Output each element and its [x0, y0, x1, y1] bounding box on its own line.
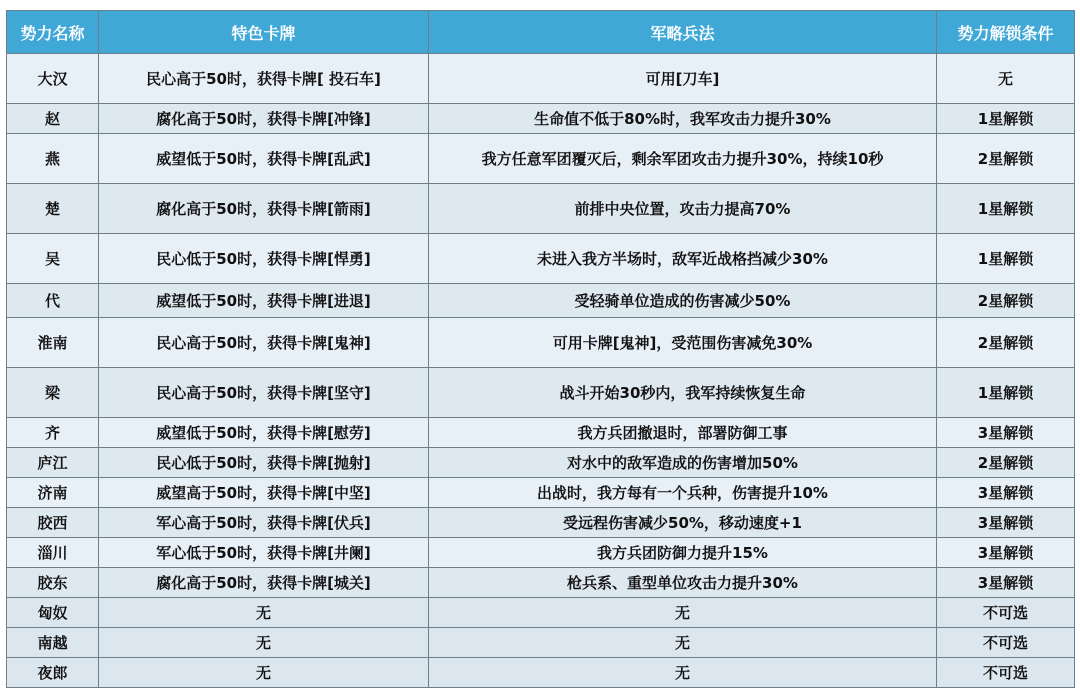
- table-row: [7, 418, 1075, 448]
- unlock-condition-cell: 3星解锁: [937, 508, 1075, 538]
- faction-name-cell: 赵: [7, 104, 99, 134]
- unlock-condition-cell: 2星解锁: [937, 284, 1075, 318]
- header-unlock-condition: 势力解锁条件: [937, 11, 1075, 54]
- special-card-cell: 民心低于50时，获得卡牌[悍勇]: [99, 234, 429, 284]
- unlock-condition-cell: 无: [937, 54, 1075, 104]
- strategy-cell: 受远程伤害减少50%，移动速度+1: [429, 508, 937, 538]
- special-card-cell: 无: [99, 628, 429, 658]
- special-card-cell: 民心高于50时，获得卡牌[ 投石车]: [99, 54, 429, 104]
- strategy-cell: 未进入我方半场时，敌军近战格挡减少30%: [429, 234, 937, 284]
- faction-name-cell: 胶东: [7, 568, 99, 598]
- faction-name-cell: 梁: [7, 368, 99, 418]
- faction-name-cell: 淄川: [7, 538, 99, 568]
- table-row: [7, 538, 1075, 568]
- strategy-cell: 无: [429, 658, 937, 688]
- special-card-cell: 无: [99, 658, 429, 688]
- special-card-cell: 军心高于50时，获得卡牌[伏兵]: [99, 508, 429, 538]
- table-row: [7, 284, 1075, 318]
- table-row: [7, 54, 1075, 104]
- faction-name-cell: 济南: [7, 478, 99, 508]
- unlock-condition-cell: 1星解锁: [937, 184, 1075, 234]
- unlock-condition-cell: 不可选: [937, 658, 1075, 688]
- special-card-cell: 无: [99, 598, 429, 628]
- faction-table: [6, 10, 1075, 688]
- unlock-condition-cell: 1星解锁: [937, 104, 1075, 134]
- special-card-cell: 威望低于50时，获得卡牌[乱武]: [99, 134, 429, 184]
- strategy-cell: 对水中的敌军造成的伤害增加50%: [429, 448, 937, 478]
- strategy-cell: 战斗开始30秒内，我军持续恢复生命: [429, 368, 937, 418]
- strategy-cell: 前排中央位置，攻击力提高70%: [429, 184, 937, 234]
- faction-name-cell: 淮南: [7, 318, 99, 368]
- table-row: [7, 184, 1075, 234]
- table-row: [7, 134, 1075, 184]
- faction-name-cell: 燕: [7, 134, 99, 184]
- table-body: [7, 54, 1075, 688]
- strategy-cell: 我方兵团撤退时，部署防御工事: [429, 418, 937, 448]
- strategy-cell: 出战时，我方每有一个兵种，伤害提升10%: [429, 478, 937, 508]
- faction-name-cell: 楚: [7, 184, 99, 234]
- strategy-cell: 枪兵系、重型单位攻击力提升30%: [429, 568, 937, 598]
- unlock-condition-cell: 2星解锁: [937, 448, 1075, 478]
- unlock-condition-cell: 3星解锁: [937, 478, 1075, 508]
- strategy-cell: 生命值不低于80%时，我军攻击力提升30%: [429, 104, 937, 134]
- faction-name-cell: 吴: [7, 234, 99, 284]
- special-card-cell: 民心高于50时，获得卡牌[鬼神]: [99, 318, 429, 368]
- strategy-cell: 受轻骑单位造成的伤害减少50%: [429, 284, 937, 318]
- unlock-condition-cell: 3星解锁: [937, 568, 1075, 598]
- special-card-cell: 腐化高于50时，获得卡牌[城关]: [99, 568, 429, 598]
- strategy-cell: 无: [429, 598, 937, 628]
- special-card-cell: 腐化高于50时，获得卡牌[箭雨]: [99, 184, 429, 234]
- faction-name-cell: 夜郎: [7, 658, 99, 688]
- table-row: [7, 368, 1075, 418]
- table-row: [7, 478, 1075, 508]
- header-faction-name: 势力名称: [7, 11, 99, 54]
- special-card-cell: 威望低于50时，获得卡牌[慰劳]: [99, 418, 429, 448]
- faction-name-cell: 庐江: [7, 448, 99, 478]
- table-row: [7, 568, 1075, 598]
- table-row: [7, 508, 1075, 538]
- table-row: [7, 448, 1075, 478]
- special-card-cell: 民心低于50时，获得卡牌[抛射]: [99, 448, 429, 478]
- faction-name-cell: 胶西: [7, 508, 99, 538]
- faction-table-wrapper: [6, 10, 1074, 688]
- table-row: [7, 318, 1075, 368]
- strategy-cell: 可用卡牌[鬼神]，受范围伤害减免30%: [429, 318, 937, 368]
- unlock-condition-cell: 不可选: [937, 598, 1075, 628]
- table-row: [7, 234, 1075, 284]
- unlock-condition-cell: 2星解锁: [937, 134, 1075, 184]
- strategy-cell: 我方任意军团覆灭后，剩余军团攻击力提升30%，持续10秒: [429, 134, 937, 184]
- unlock-condition-cell: 2星解锁: [937, 318, 1075, 368]
- strategy-cell: 可用[刀车]: [429, 54, 937, 104]
- header-strategy: 军略兵法: [429, 11, 937, 54]
- strategy-cell: 我方兵团防御力提升15%: [429, 538, 937, 568]
- table-row: [7, 658, 1075, 688]
- special-card-cell: 威望高于50时，获得卡牌[中坚]: [99, 478, 429, 508]
- faction-name-cell: 南越: [7, 628, 99, 658]
- strategy-cell: 无: [429, 628, 937, 658]
- unlock-condition-cell: 1星解锁: [937, 234, 1075, 284]
- special-card-cell: 腐化高于50时，获得卡牌[冲锋]: [99, 104, 429, 134]
- unlock-condition-cell: 不可选: [937, 628, 1075, 658]
- unlock-condition-cell: 3星解锁: [937, 418, 1075, 448]
- faction-name-cell: 代: [7, 284, 99, 318]
- table-header-row: [7, 11, 1075, 54]
- table-row: [7, 598, 1075, 628]
- special-card-cell: 军心低于50时，获得卡牌[井阑]: [99, 538, 429, 568]
- unlock-condition-cell: 3星解锁: [937, 538, 1075, 568]
- unlock-condition-cell: 1星解锁: [937, 368, 1075, 418]
- faction-name-cell: 匈奴: [7, 598, 99, 628]
- special-card-cell: 民心高于50时，获得卡牌[坚守]: [99, 368, 429, 418]
- table-row: [7, 628, 1075, 658]
- faction-name-cell: 齐: [7, 418, 99, 448]
- special-card-cell: 威望低于50时，获得卡牌[进退]: [99, 284, 429, 318]
- table-row: [7, 104, 1075, 134]
- header-special-card: 特色卡牌: [99, 11, 429, 54]
- faction-name-cell: 大汉: [7, 54, 99, 104]
